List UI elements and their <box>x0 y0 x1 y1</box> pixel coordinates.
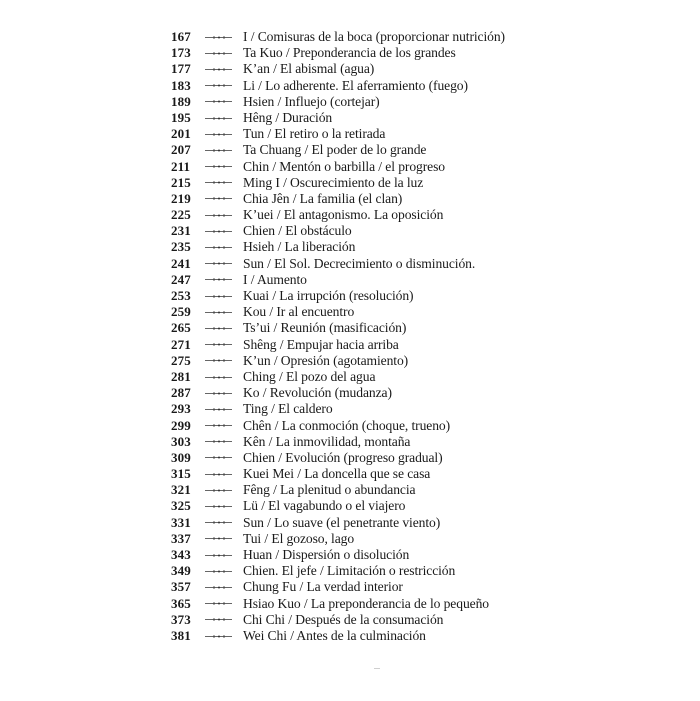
arrow-leader-icon <box>205 585 243 590</box>
toc-page-number: 343 <box>171 547 191 562</box>
toc-page-number: 231 <box>171 223 191 239</box>
arrow-leader-icon <box>205 358 243 363</box>
arrow-leader-icon <box>205 342 243 347</box>
toc-page-number: 241 <box>171 255 191 271</box>
arrow-leader-icon <box>205 245 243 250</box>
toc-entry <box>171 450 505 466</box>
toc-title: Chin / Mentón o barbilla / el progreso <box>243 158 445 174</box>
toc-title: Kuai / La irrupción (resolución) <box>243 288 414 303</box>
toc-title: I / Comisuras de la boca (proporcionar nutrición) <box>243 29 505 44</box>
toc-entry <box>171 191 505 207</box>
arrow-leader-icon <box>205 601 243 606</box>
arrow-leader-icon <box>205 51 243 56</box>
toc-title: K’uei / El antagonismo. La oposición <box>243 207 444 223</box>
arrow-leader-icon <box>205 391 243 396</box>
arrow-leader-icon <box>205 617 243 622</box>
arrow-leader-icon <box>205 553 243 558</box>
toc-page-number: 293 <box>171 401 191 417</box>
toc-title: Hsiao Kuo / La preponderancia de lo pequeño <box>243 595 489 611</box>
arrow-leader-icon <box>205 116 243 121</box>
toc-entry <box>171 466 505 482</box>
toc-page-number: 201 <box>171 126 191 142</box>
toc-page-number: 349 <box>171 563 191 579</box>
toc-entry <box>171 418 505 434</box>
toc-page-number: 167 <box>171 29 191 44</box>
arrow-leader-icon <box>205 634 243 639</box>
toc-entry <box>171 159 505 175</box>
toc-entry <box>171 579 505 595</box>
arrow-leader-icon <box>205 294 243 299</box>
toc-page-number: 373 <box>171 611 191 627</box>
toc-page-number: 259 <box>171 304 191 320</box>
arrow-leader-icon <box>205 213 243 218</box>
toc-entry <box>171 563 505 579</box>
arrow-leader-icon <box>205 455 243 460</box>
arrow-leader-icon <box>205 569 243 574</box>
toc-title: I / Aumento <box>243 271 307 287</box>
arrow-leader-icon <box>205 229 243 234</box>
toc-page-number: 303 <box>171 433 191 449</box>
arrow-leader-icon <box>205 132 243 137</box>
toc-page-number: 281 <box>171 368 191 384</box>
toc-page-number: 365 <box>171 595 191 611</box>
toc-entry <box>171 29 505 45</box>
toc-title: K’un / Opresión (agotamiento) <box>243 352 409 368</box>
toc-title: Chien / Evolución (progreso gradual) <box>243 449 443 465</box>
arrow-leader-icon <box>205 536 243 541</box>
arrow-leader-icon <box>205 180 243 185</box>
toc-page-number: 195 <box>171 109 191 125</box>
toc-entry <box>171 175 505 191</box>
toc-entry <box>171 61 505 77</box>
toc-title: Hêng / Duración <box>243 109 333 125</box>
toc-title: Ta Kuo / Preponderancia de los grandes <box>243 45 456 61</box>
toc-title: Chung Fu / La verdad interior <box>243 579 403 595</box>
arrow-leader-icon <box>205 326 243 331</box>
toc-entry <box>171 142 505 158</box>
toc-page-number: 321 <box>171 482 191 498</box>
arrow-leader-icon <box>205 35 243 40</box>
toc-title: Sun / Lo suave (el penetrante viento) <box>243 514 441 530</box>
arrow-leader-icon <box>205 520 243 525</box>
toc-page-number: 207 <box>171 142 191 158</box>
toc-page-number: 235 <box>171 239 191 255</box>
toc-title: Huan / Dispersión o disolución <box>243 547 410 562</box>
toc-entry <box>171 304 505 320</box>
toc-title: Ming I / Oscurecimiento de la luz <box>243 174 424 190</box>
toc-page-number: 253 <box>171 288 191 303</box>
toc-title: Hsieh / La liberación <box>243 239 356 255</box>
toc-entry <box>171 78 505 94</box>
toc-page-number: 325 <box>171 498 191 514</box>
table-of-contents <box>171 29 505 644</box>
arrow-leader-icon <box>205 99 243 104</box>
arrow-leader-icon <box>205 423 243 428</box>
arrow-leader-icon <box>205 83 243 88</box>
toc-entry <box>171 628 505 644</box>
arrow-leader-icon <box>205 310 243 315</box>
toc-page-number: 177 <box>171 61 191 77</box>
toc-page-number: 189 <box>171 93 191 109</box>
toc-title: Li / Lo adherente. El aferramiento (fuego) <box>243 77 468 93</box>
toc-title: Wei Chi / Antes de la culminación <box>243 627 426 643</box>
toc-entry <box>171 288 505 304</box>
toc-page-number: 247 <box>171 271 191 287</box>
toc-title: Lü / El vagabundo o el viajero <box>243 498 406 514</box>
toc-title: Chi Chi / Después de la consumación <box>243 611 444 627</box>
toc-title: Ching / El pozo del agua <box>243 368 376 384</box>
toc-title: Hsien / Influejo (cortejar) <box>243 93 380 109</box>
toc-entry <box>171 45 505 61</box>
toc-entry <box>171 531 505 547</box>
toc-title: Ko / Revolución (mudanza) <box>243 385 392 401</box>
toc-page-number: 183 <box>171 77 191 93</box>
arrow-leader-icon <box>205 277 243 282</box>
toc-title: Shêng / Empujar hacia arriba <box>243 336 399 352</box>
toc-entry <box>171 547 505 563</box>
toc-title: Kên / La inmovilidad, montaña <box>243 433 411 449</box>
arrow-leader-icon <box>205 67 243 72</box>
toc-entry <box>171 482 505 498</box>
toc-title: Kuei Mei / La doncella que se casa <box>243 466 431 482</box>
toc-title: K’an / El abismal (agua) <box>243 61 375 77</box>
arrow-leader-icon <box>205 472 243 477</box>
toc-entry <box>171 385 505 401</box>
toc-entry <box>171 94 505 110</box>
toc-title: Sun / El Sol. Decrecimiento o disminución. <box>243 255 476 271</box>
toc-page-number: 211 <box>171 158 191 174</box>
toc-entry <box>171 498 505 514</box>
toc-title: Ta Chuang / El poder de lo grande <box>243 142 427 158</box>
toc-entry <box>171 401 505 417</box>
toc-entry <box>171 353 505 369</box>
toc-page-number: 265 <box>171 320 191 336</box>
toc-page-number: 331 <box>171 514 191 530</box>
toc-entry <box>171 515 505 531</box>
toc-page-number: 173 <box>171 45 191 61</box>
toc-title: Tui / El gozoso, lago <box>243 530 355 546</box>
toc-title: Chien / El obstáculo <box>243 223 352 239</box>
toc-entry <box>171 596 505 612</box>
toc-page-number: 381 <box>171 627 191 643</box>
toc-page-number: 271 <box>171 336 191 352</box>
arrow-leader-icon <box>205 488 243 493</box>
toc-title: Tun / El retiro o la retirada <box>243 126 386 142</box>
toc-title: Chên / La conmoción (choque, trueno) <box>243 417 451 433</box>
toc-entry <box>171 239 505 255</box>
page-mark <box>374 668 380 669</box>
arrow-leader-icon <box>205 148 243 153</box>
toc-page-number: 215 <box>171 174 191 190</box>
toc-title: Chia Jên / La familia (el clan) <box>243 190 403 206</box>
arrow-leader-icon <box>205 439 243 444</box>
toc-page-number: 309 <box>171 449 191 465</box>
arrow-leader-icon <box>205 164 243 169</box>
toc-page-number: 287 <box>171 385 191 401</box>
toc-entry <box>171 110 505 126</box>
toc-title: Fêng / La plenitud o abundancia <box>243 482 416 498</box>
toc-page-number: 315 <box>171 466 191 482</box>
toc-entry <box>171 434 505 450</box>
toc-title: Chien. El jefe / Limitación o restricción <box>243 563 456 579</box>
arrow-leader-icon <box>205 504 243 509</box>
toc-page-number: 337 <box>171 530 191 546</box>
toc-entry <box>171 369 505 385</box>
toc-entry <box>171 320 505 336</box>
toc-entry <box>171 126 505 142</box>
toc-title: Ting / El caldero <box>243 401 333 417</box>
toc-entry <box>171 256 505 272</box>
toc-page-number: 299 <box>171 417 191 433</box>
toc-page-number: 357 <box>171 579 191 595</box>
toc-page-number: 225 <box>171 207 191 223</box>
toc-entry <box>171 272 505 288</box>
toc-entry <box>171 337 505 353</box>
toc-title: Ts’ui / Reunión (masificación) <box>243 320 407 336</box>
toc-page-number: 275 <box>171 352 191 368</box>
toc-entry <box>171 612 505 628</box>
toc-page-number: 219 <box>171 190 191 206</box>
toc-entry <box>171 207 505 223</box>
toc-title: Kou / Ir al encuentro <box>243 304 355 320</box>
toc-entry <box>171 223 505 239</box>
arrow-leader-icon <box>205 261 243 266</box>
arrow-leader-icon <box>205 196 243 201</box>
arrow-leader-icon <box>205 407 243 412</box>
arrow-leader-icon <box>205 375 243 380</box>
